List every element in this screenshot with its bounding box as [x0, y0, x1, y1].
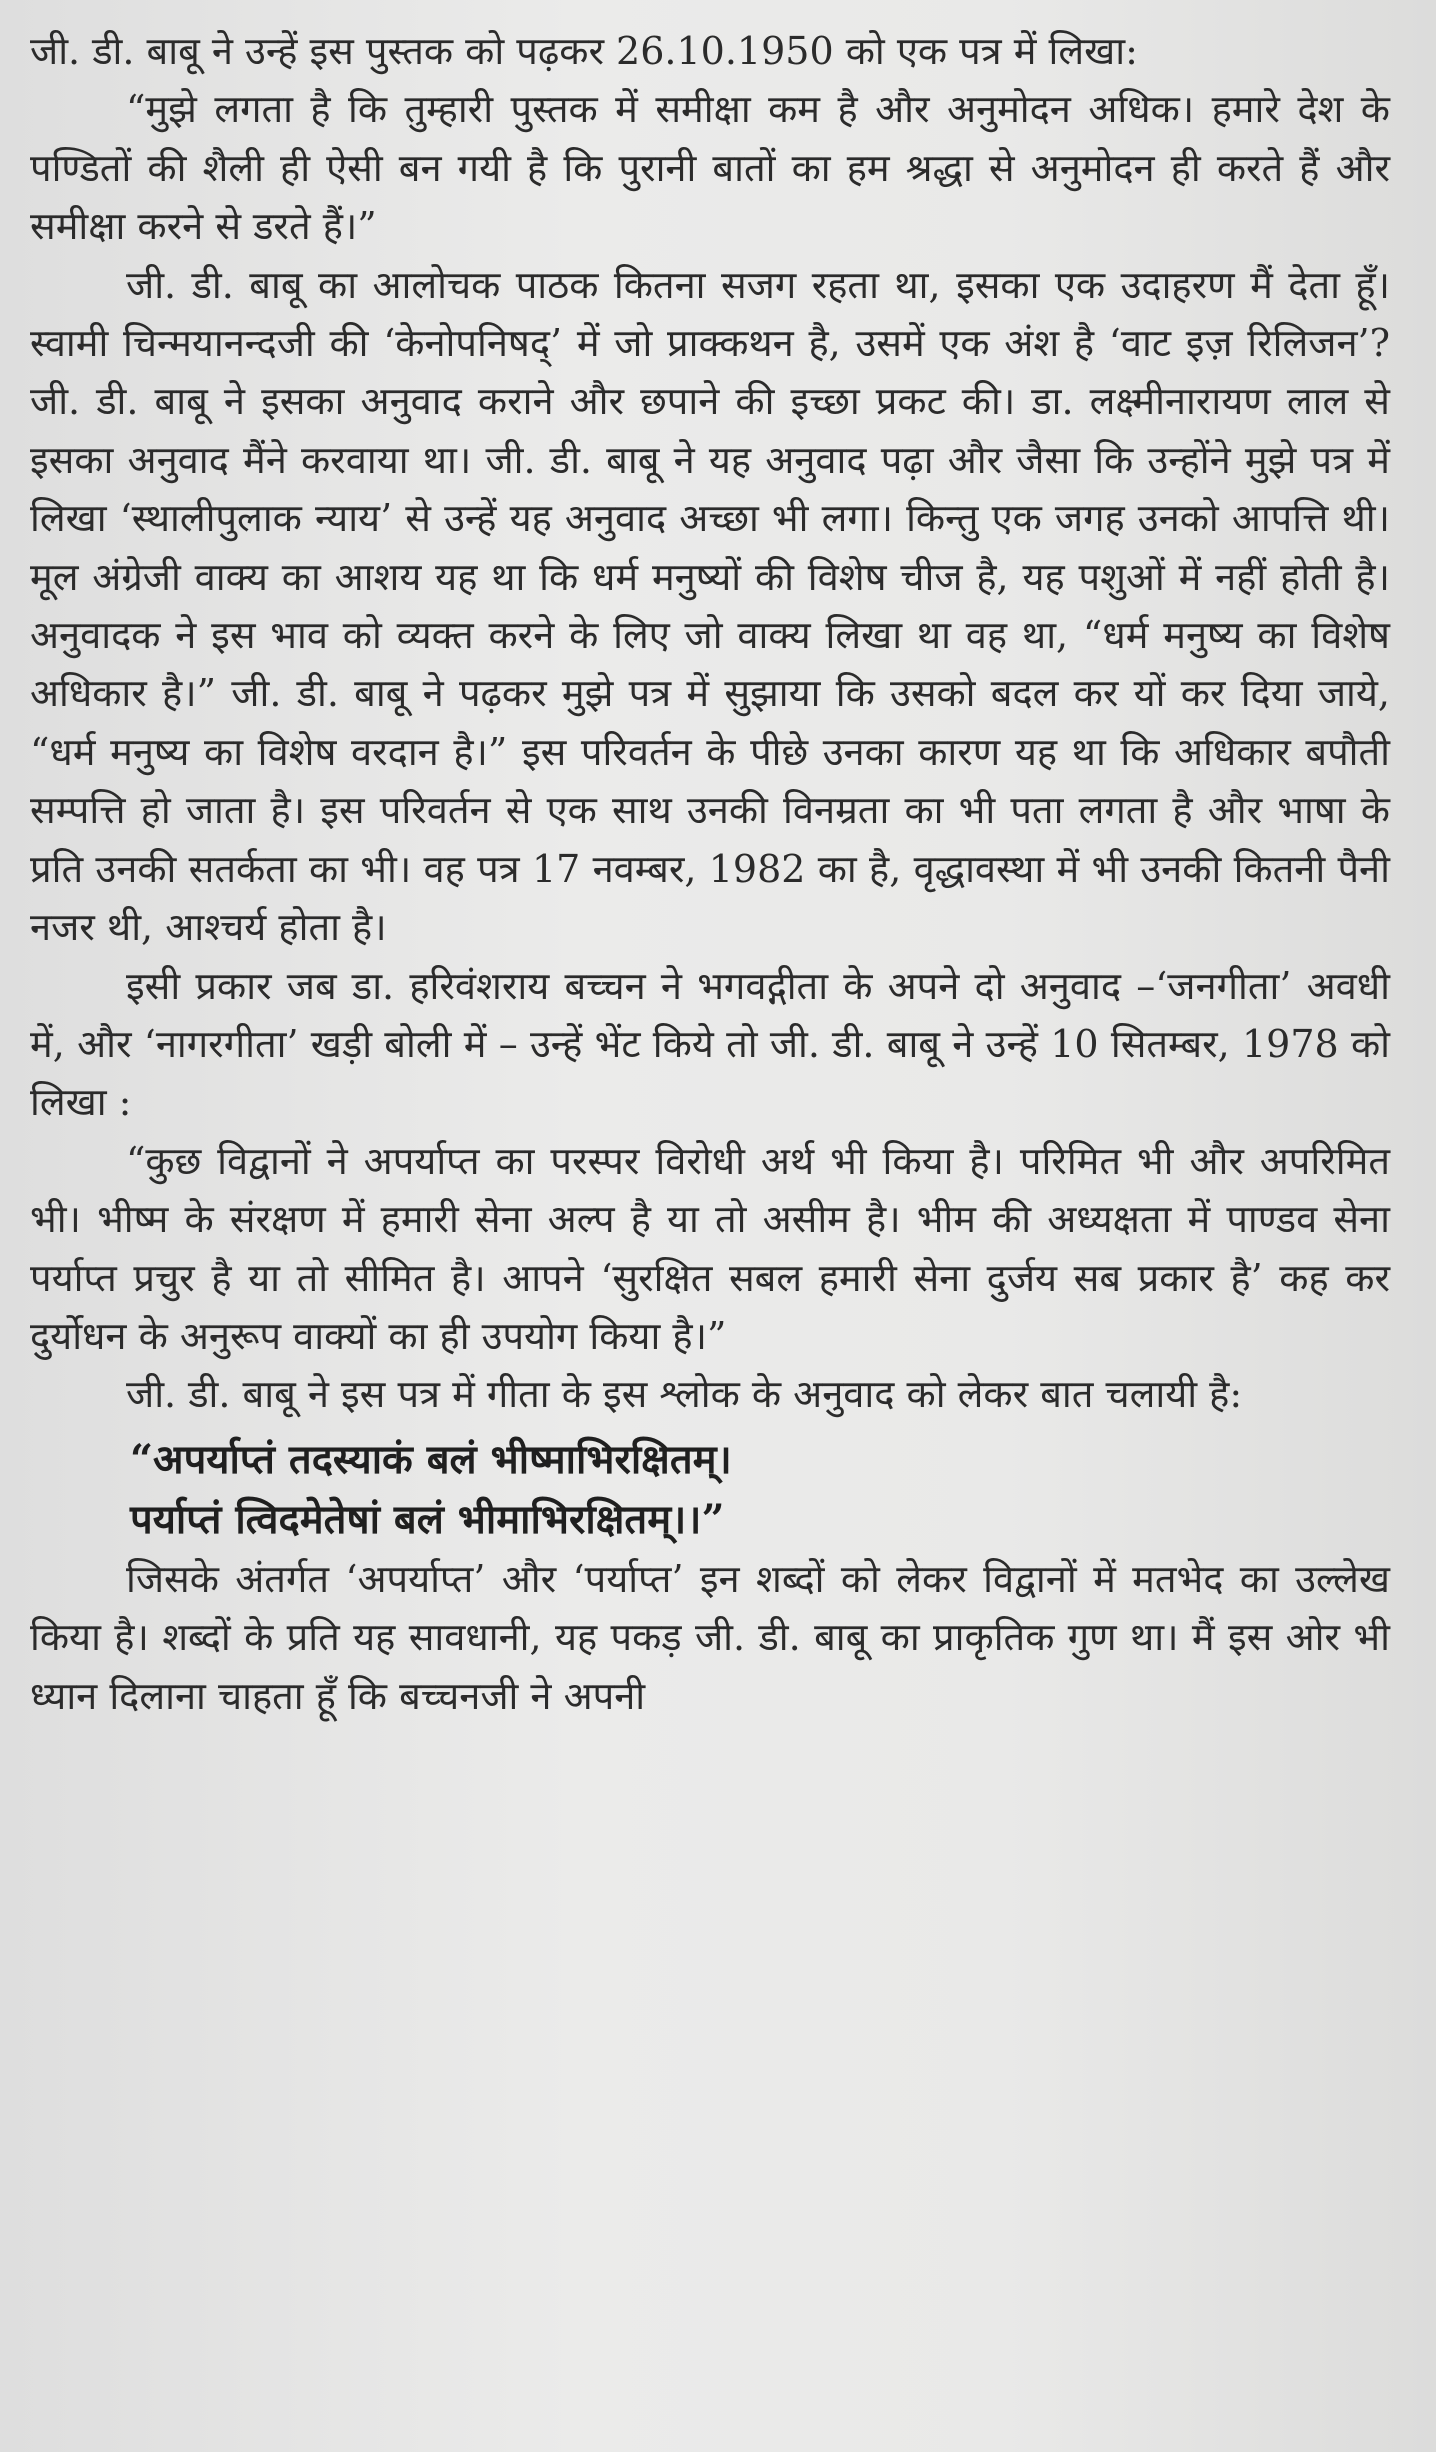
paragraph-shloka-intro: जी. डी. बाबू ने इस पत्र में गीता के इस श्लोक के अनुवाद को लेकर बात चलायी है: — [126, 1372, 1243, 1417]
quote-letter-1978: “कुछ विद्वानों ने अपर्याप्त का परस्पर विरोधी अर्थ भी किया है। परिमित भी और अपरिमित भी। भीष्म के संरक्षण में हमारी सेना अल्प है या तो असीम है। भीम की अध्यक्षता में पाण्डव सेना पर्याप्त प्रचुर है या तो सीमित है। आपने ‘सुरक्षित सबल हमारी सेना दुर्जय सब प्रकार है’ कह कर दुर्योधन के अनुरूप वाक्यों का ही उपयोग किया है।” — [30, 1138, 1390, 1358]
shloka-line-1: “अपर्याप्तं तदस्याकं बलं भीष्माभिरक्षितम्। — [130, 1435, 732, 1483]
paragraph-critic-example: जी. डी. बाबू का आलोचक पाठक कितना सजग रहता था, इसका एक उदाहरण मैं देता हूँ। स्वामी चिन्मयानन्दजी की ‘केनोपनिषद्’ में जो प्राक्कथन है, उसमें एक अंश है ‘वाट इज़ रिलिजन’? जी. डी. बाबू ने इसका अनुवाद कराने और छपाने की इच्छा प्रकट की। डा. लक्ष्मीनारायण लाल से इसका अनुवाद मैंने करवाया था। जी. डी. बाबू ने यह अनुवाद पढ़ा और जैसा कि उन्होंने मुझे पत्र में लिखा ‘स्थालीपुलाक न्याय’ से उन्हें यह अनुवाद अच्छा भी लगा। किन्तु एक जगह उनको आपत्ति थी। मूल अंग्रेजी वाक्य का आशय यह था कि धर्म मनुष्यों की विशेष चीज है, यह पशुओं में नहीं होती है। अनुवादक ने इस भाव को व्यक्त करने के लिए जो वाक्य लिखा था वह था, “धर्म मनुष्य का विशेष अधिकार है।” जी. डी. बाबू ने पढ़कर मुझे पत्र में सुझाया कि उसको बदल कर यों कर दिया जाये, “धर्म मनुष्य का विशेष वरदान है।” इस परिवर्तन के पीछे उनका कारण यह था कि अधिकार बपौती सम्पत्ति हो जाता है। इस परिवर्तन से एक साथ उनकी विनम्रता का भी पता लगता है और भाषा के प्रति उनकी सतर्कता का भी। वह पत्र 17 नवम्बर, 1982 का है, वृद्धावस्था में भी उनकी कितनी पैनी नजर थी, आश्चर्य होता है। — [30, 262, 1390, 950]
shloka-line-2: पर्याप्तं त्विदमेतेषां बलं भीमाभिरक्षितम्।।” — [130, 1495, 725, 1543]
quote-letter-1950: “मुझे लगता है कि तुम्हारी पुस्तक में समीक्षा कम है और अनुमोदन अधिक। हमारे देश के पण्डितों की शैली ही ऐसी बन गयी है कि पुरानी बातों का हम श्रद्धा से अनुमोदन ही करते हैं और समीक्षा करने से डरते हैं।” — [30, 87, 1390, 249]
paragraph-bachchan-gita: इसी प्रकार जब डा. हरिवंशराय बच्चन ने भगवद्गीता के अपने दो अनुवाद –‘जनगीता’ अवधी में, और ‘नागरगीता’ खड़ी बोली में – उन्हें भेंट किये तो जी. डी. बाबू ने उन्हें 10 सितम्बर, 1978 को लिखा : — [30, 963, 1390, 1125]
paragraph-closing: जिसके अंतर्गत ‘अपर्याप्त’ और ‘पर्याप्त’ इन शब्दों को लेकर विद्वानों में मतभेद का उल्लेख किया है। शब्दों के प्रति यह सावधानी, यह पकड़ जी. डी. बाबू का प्राकृतिक गुण था। मैं इस ओर भी ध्यान दिलाना चाहता हूँ कि बच्चनजी ने अपनी — [30, 1556, 1390, 1718]
paragraph-letter-intro: जी. डी. बाबू ने उन्हें इस पुस्तक को पढ़कर 26.10.1950 को एक पत्र में लिखा: — [30, 29, 1138, 73]
gita-shloka — [130, 1430, 1390, 1550]
